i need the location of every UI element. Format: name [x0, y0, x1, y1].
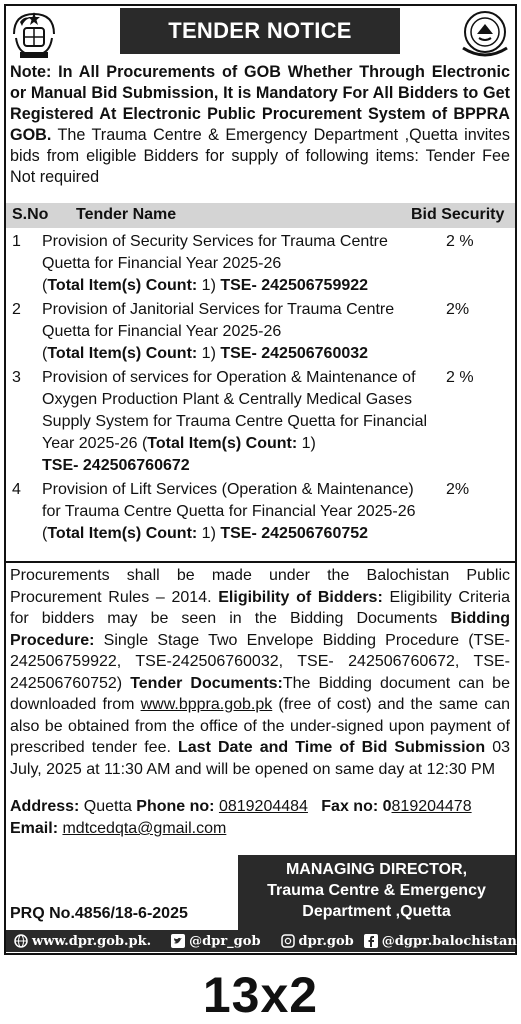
row-sno: 2 — [12, 301, 21, 318]
row-tse: TSE- 242506760032 — [220, 345, 369, 362]
fax-label: Fax no: 0 — [321, 798, 392, 815]
table-row — [6, 231, 515, 297]
row-tse: TSE- 242506760672 — [42, 457, 190, 474]
note-bold-text: Note: In All Procurements of GOB Whether Through Electronic or Manual Bid Submission, It is Mandatory For All Bidders to Get Registered At Electronic Public Procurement System of BPPRA GOB. — [10, 63, 510, 144]
header-tender-name: Tender Name — [76, 206, 177, 223]
row-description: Provision of Lift Services (Operation & Maintenance) for Trauma Centre Quetta for Financial Year 2025-26 (Total Item(s) Count: 1) TSE- 242506760752 — [42, 481, 416, 542]
row-name: Provision of Janitorial Services for Trauma Centre Quetta for Financial Year 2025-26 — [42, 301, 395, 340]
emblem-icon — [8, 8, 60, 60]
row-tse: TSE- 242506759922 — [220, 277, 369, 294]
footer-instagram-text: dpr.gob — [298, 933, 354, 949]
footer-twitter-text: @dpr_gob — [189, 933, 261, 949]
row-name: Provision of Lift Services (Operation & Maintenance) for Trauma Centre Quetta for Financial Year 2025-26 — [42, 481, 416, 520]
body-text-3: Single Stage Two Envelope Bidding Procedure (TSE-242506759922, TSE-242506760032, TSE- 242506760672, TSE-242506760752) — [10, 631, 510, 692]
row-count: 1) — [297, 435, 316, 452]
row-sno: 3 — [12, 369, 21, 386]
bppra-website-link[interactable]: www.bppra.gob.pk — [140, 696, 273, 713]
row-count: 1) — [197, 345, 221, 362]
row-count-label: Total Item(s) Count: — [47, 525, 198, 542]
row-name: Provision of services for Operation & Maintenance of Oxygen Production Plant & Centrally Medical Gases Supply System for Trauma Centre Quetta for Financial Year 2025-26 — [42, 369, 428, 452]
fax-value[interactable]: 819204478 — [391, 798, 472, 815]
table-row — [6, 479, 515, 545]
row-description: Provision of Security Services for Trauma Centre Quetta for Financial Year 2025-26 (Total Item(s) Count: 1) TSE- 242506759922 — [42, 233, 388, 294]
footer-web[interactable] — [14, 934, 151, 949]
phone-label: Phone no: — [136, 798, 215, 815]
body-text-1: Procurements shall be made under the Balochistan Public Procurement Rules – 2014. — [10, 567, 510, 606]
documents-label: Tender Documents: — [130, 674, 283, 692]
row-count-label: Total Item(s) Count: — [147, 435, 298, 452]
row-description: Provision of Janitorial Services for Trauma Centre Quetta for Financial Year 2025-26 (Total Item(s) Count: 1) TSE- 242506760032 — [42, 301, 395, 362]
twitter-icon — [171, 934, 185, 948]
body-text-4: The Bidding document can be downloaded from — [10, 674, 510, 713]
instagram-icon — [281, 934, 295, 948]
procurement-details — [10, 565, 510, 780]
row-tse: TSE- 242506760752 — [220, 525, 369, 542]
procedure-label: Bidding Procedure: — [10, 610, 510, 649]
row-count-label: Total Item(s) Count: — [47, 345, 198, 362]
row-bid-security: 2 % — [446, 233, 474, 250]
footer-facebook[interactable] — [364, 934, 517, 949]
signature-dept: Department ,Quetta — [302, 903, 451, 920]
signature-org: Trauma Centre & Emergency — [267, 882, 486, 899]
signature-title: MANAGING DIRECTOR, — [285, 861, 468, 878]
address-value: Quetta — [79, 798, 137, 815]
tender-rows — [6, 231, 515, 547]
balochistan-seal-icon — [459, 8, 511, 60]
footer-instagram[interactable] — [281, 934, 354, 949]
facebook-icon — [364, 934, 378, 948]
table-row — [6, 299, 515, 365]
email-link[interactable]: mdtcedqta@gmail.com — [62, 820, 227, 837]
section-divider — [6, 561, 515, 563]
row-count-label: Total Item(s) Count: — [47, 277, 198, 294]
eligibility-label: Eligibility of Bidders: — [218, 588, 383, 606]
globe-icon — [14, 934, 28, 948]
row-bid-security: 2% — [446, 301, 470, 318]
email-label: Email: — [10, 820, 59, 837]
header-sno: S.No — [12, 206, 49, 223]
footer-twitter[interactable] — [171, 934, 260, 949]
body-text-6: 03 July, 2025 at 11:30 AM and will be opened on same day at 12:30 PM — [10, 739, 510, 778]
signature-box — [238, 855, 515, 931]
row-name: Provision of Security Services for Trauma Centre Quetta for Financial Year 2025-26 — [42, 233, 388, 272]
table-row — [6, 367, 515, 477]
tender-notice-title: TENDER NOTICE — [120, 8, 400, 54]
row-sno: 1 — [12, 233, 21, 250]
note-paragraph — [10, 62, 510, 188]
prq-number: PRQ No.4856/18-6-2025 — [10, 905, 188, 922]
row-bid-security: 2% — [446, 481, 470, 498]
footer-facebook-text: @dgpr.balochistan — [381, 933, 517, 949]
header-bid-security: Bid Security — [411, 206, 505, 223]
deadline-label: Last Date and Time of Bid Submission — [178, 739, 486, 756]
row-count: 1) — [197, 277, 216, 294]
row-bid-security: 2 % — [446, 369, 474, 386]
note-text: The Trauma Centre & Emergency Department ,Quetta invites bids from eligible Bidders for supply of following items: Tender Fee Not required — [10, 126, 510, 186]
row-sno: 4 — [12, 481, 21, 498]
phone-value[interactable]: 0819204484 — [218, 798, 308, 815]
table-header — [6, 203, 515, 228]
address-label: Address: — [10, 798, 80, 815]
body-text-2: Eligibility Criteria for bidders may be seen in the Bidding Documents — [10, 588, 510, 627]
footer-bar — [6, 930, 515, 952]
footer-web-text: www.dpr.gob.pk. — [32, 933, 152, 949]
row-description: Provision of services for Operation & Maintenance of Oxygen Production Plant & Centrally Medical Gases Supply System for Trauma Centre Quetta for Financial Year 2025-26 (Total Item(s) Count: 1) TSE- 242506760672 — [42, 369, 428, 474]
body-text-5: (free of cost) and the same can also be obtained from the office of the under-signed upon payment of prescribed tender fee. — [10, 696, 511, 756]
row-count: 1) — [197, 525, 216, 542]
ad-size-label: 13x2 — [202, 967, 319, 1023]
contact-info — [10, 796, 510, 840]
